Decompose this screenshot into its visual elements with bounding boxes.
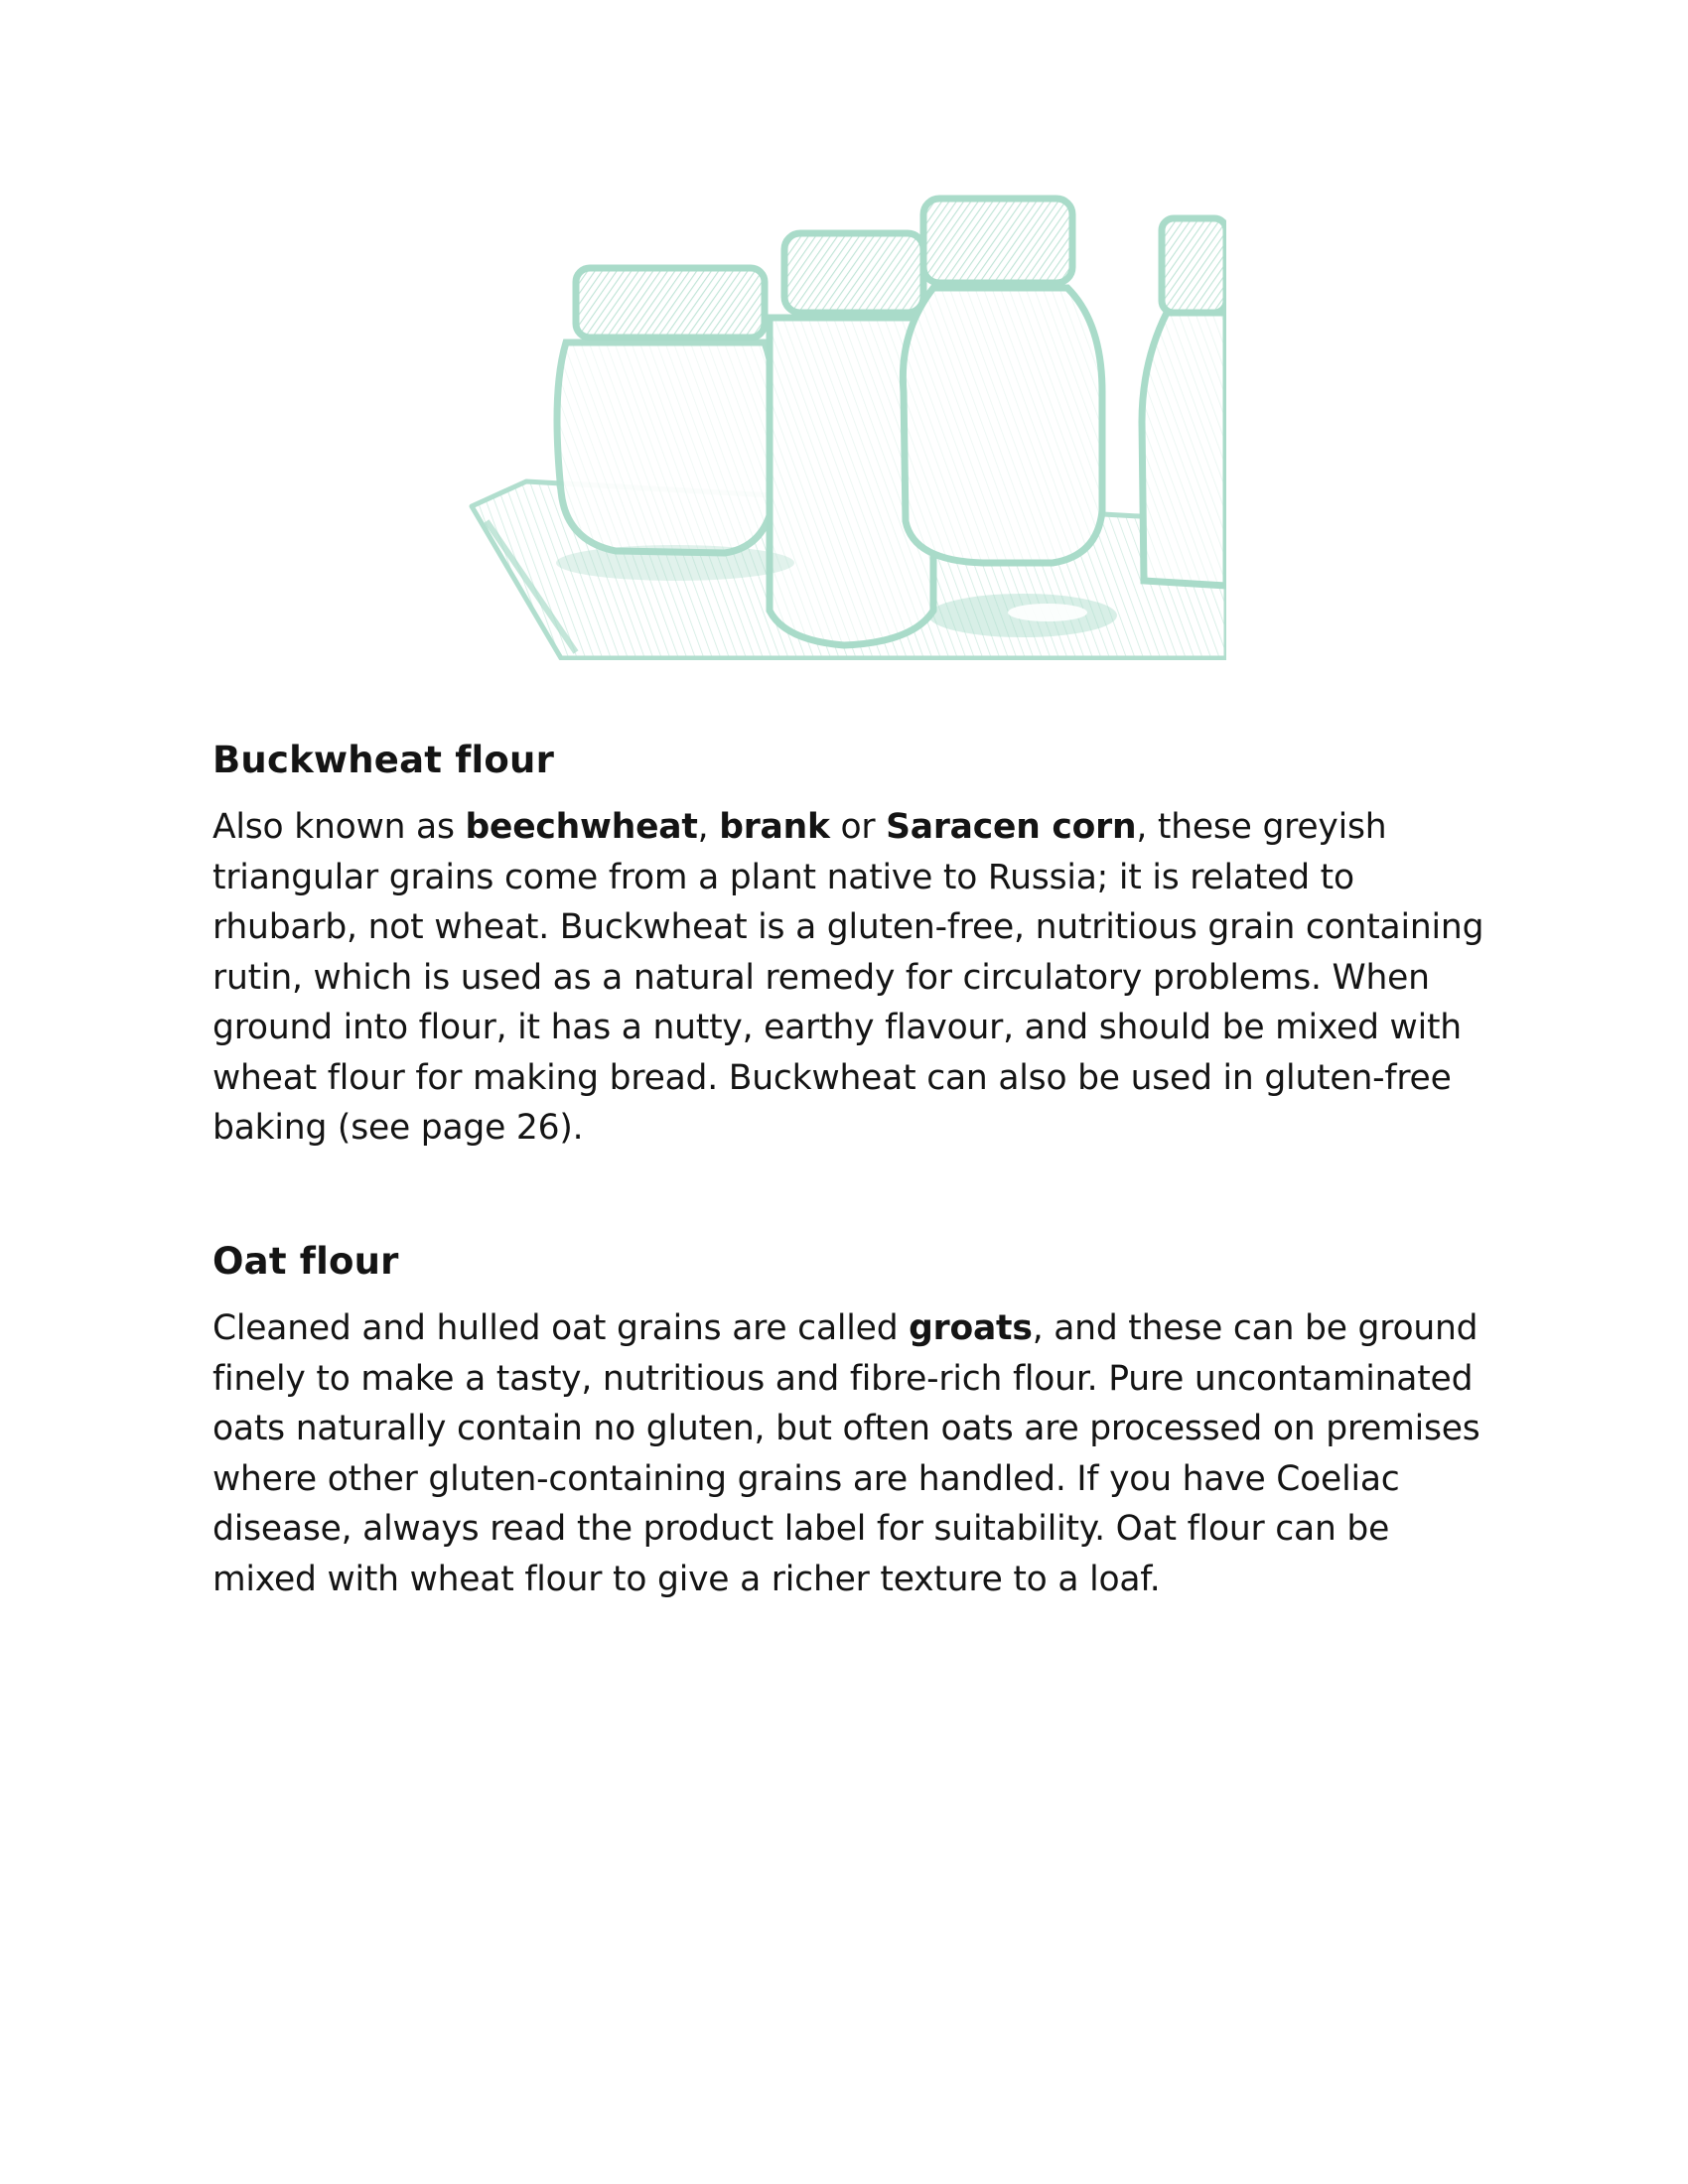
oat-intro: Cleaned and hulled oat grains are called: [212, 1308, 910, 1348]
term-beechwheat: beechwheat: [465, 807, 698, 847]
buckwheat-intro: Also known as: [212, 807, 466, 847]
buckwheat-heading: Buckwheat flour: [212, 739, 555, 781]
oat-paragraph: [212, 1303, 1493, 1604]
jars-illustration-icon: [467, 194, 1226, 660]
term-saracen-corn: Saracen corn: [886, 807, 1137, 847]
term-groats: groats: [909, 1308, 1033, 1348]
buckwheat-paragraph: [212, 802, 1493, 1154]
jars-illustration: [467, 194, 1226, 660]
oat-body: , and these can be ground finely to make a tasty, nutritious and fibre-rich flour. Pure uncontaminated oats naturally contain no gluten, but often oats are processed on premises where other gluten-containing grains are handled. If you have Coeliac disease, always read the product label for suitability. Oat flour can be mixed with wheat flour to give a richer texture to a loaf.: [212, 1308, 1480, 1599]
oat-heading: Oat flour: [212, 1240, 399, 1283]
buckwheat-sep-2: or: [829, 807, 887, 847]
jar-4: [1142, 218, 1226, 586]
term-brank: brank: [719, 807, 830, 847]
jar-1: [557, 268, 776, 553]
jar-3: [903, 199, 1102, 563]
buckwheat-sep-1: ,: [697, 807, 720, 847]
buckwheat-body: , these greyish triangular grains come from a plant native to Russia; it is related to rhubarb, not wheat. Buckwheat is a gluten-free, nutritious grain containing rutin, which is used as a natural remedy for circulatory problems. When ground into flour, it has a nutty, earthy flavour, and should be mixed with wheat flour for making bread. Buckwheat can also be used in gluten-free baking (see page 26).: [212, 807, 1484, 1148]
oat-section: [212, 1234, 1493, 1604]
buckwheat-section: [212, 733, 1493, 1154]
